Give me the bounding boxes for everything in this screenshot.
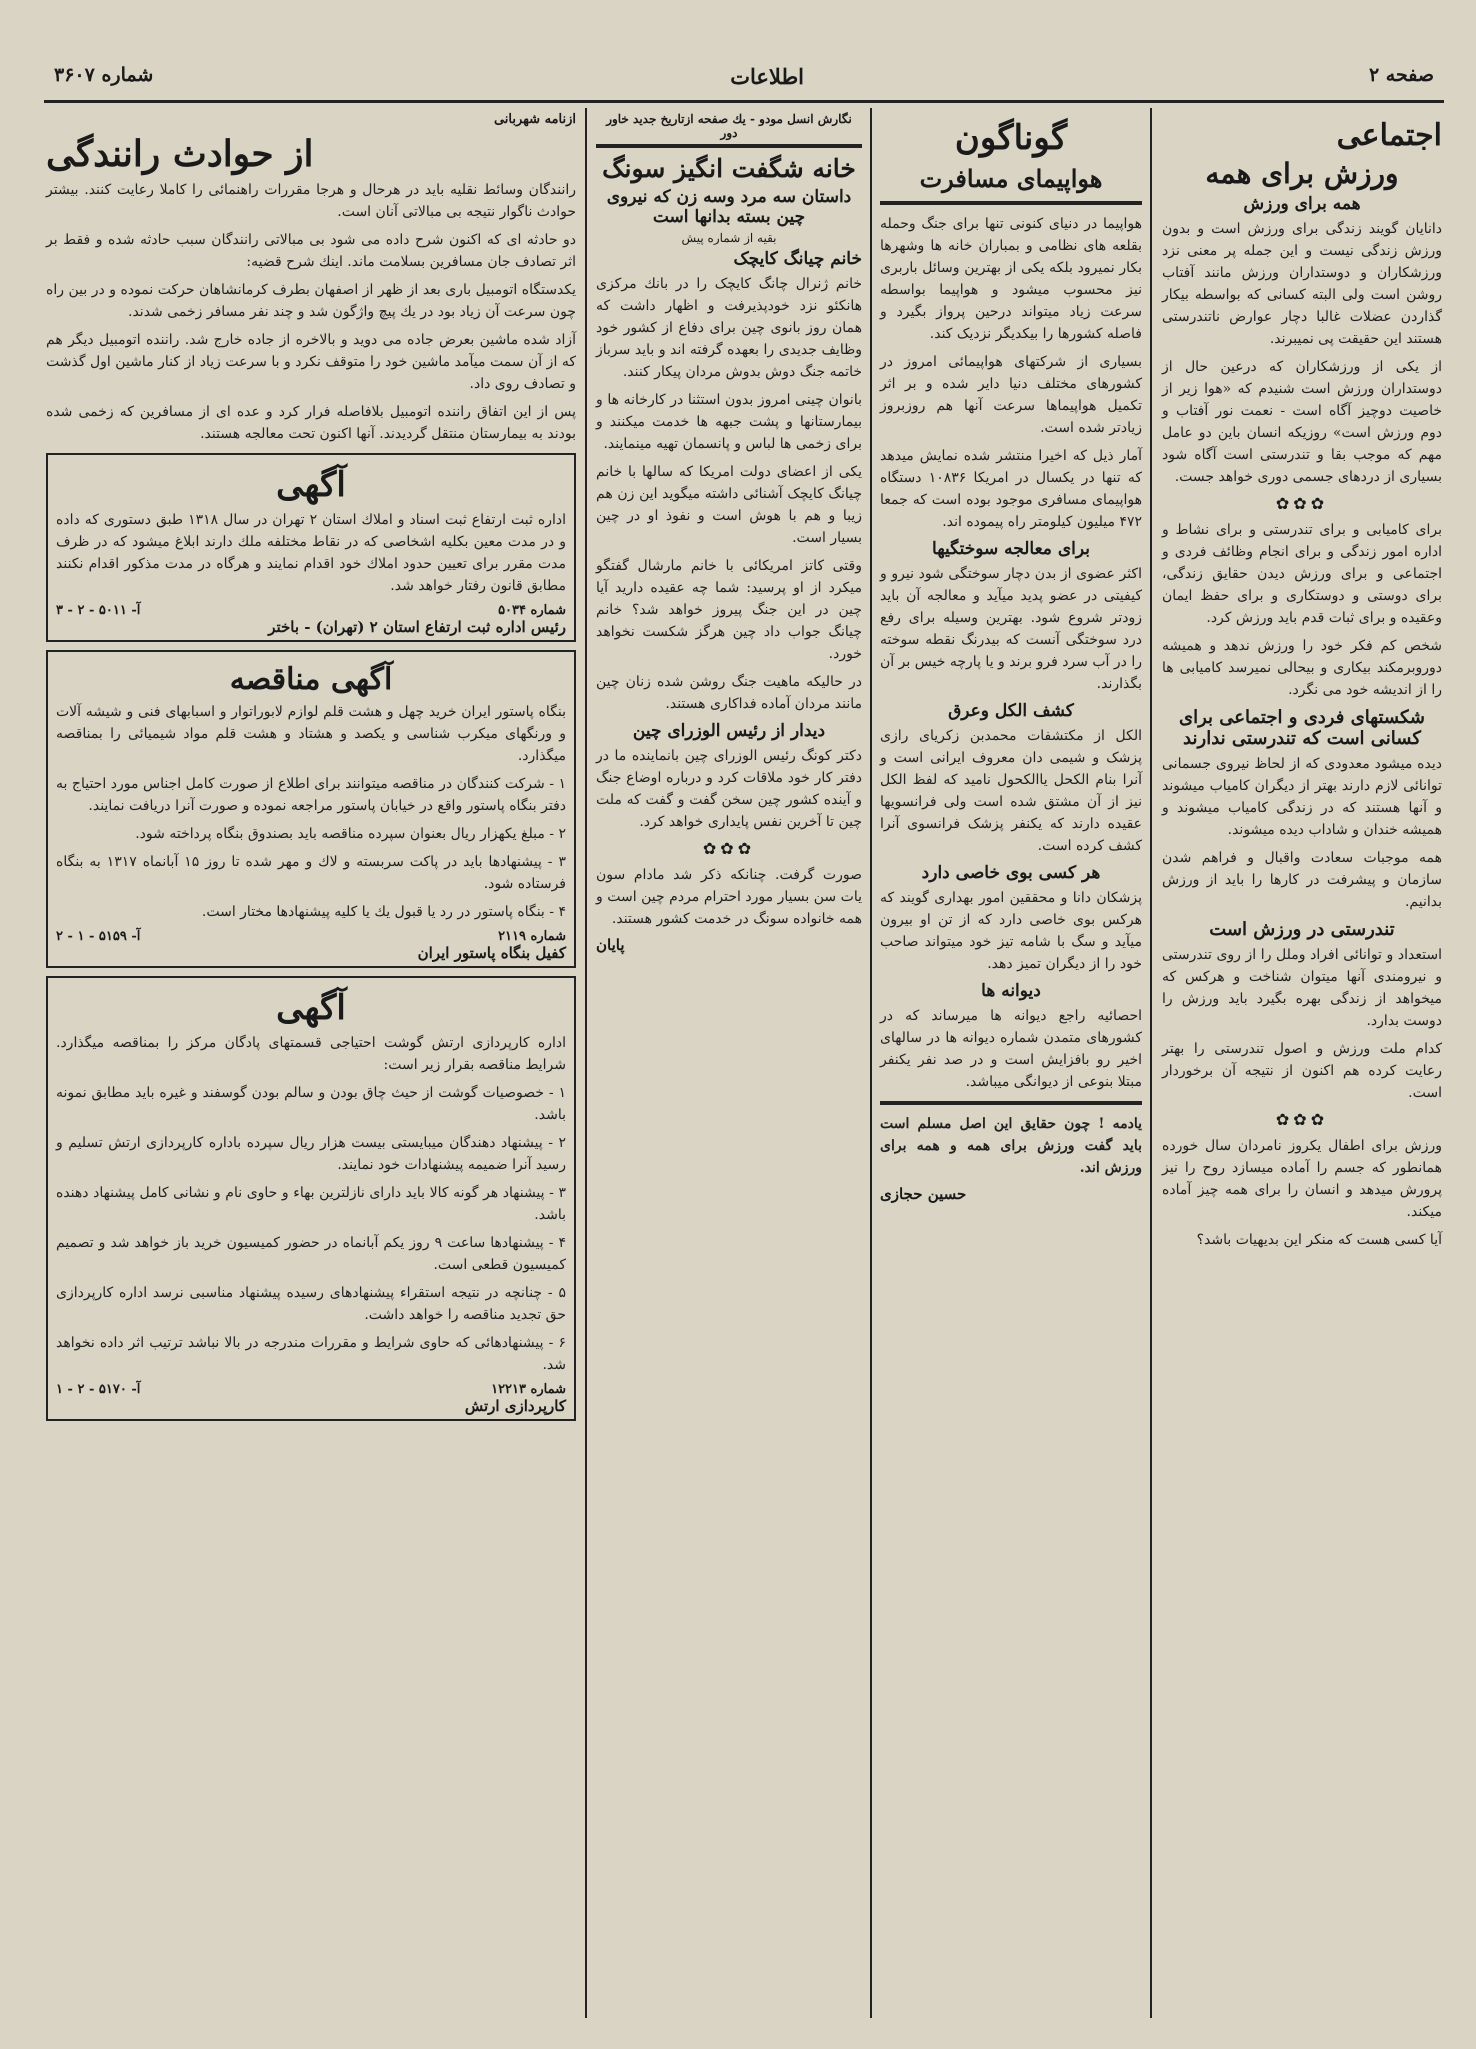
- ad-item: ۱ - خصوصیات گوشت از حیث چاق بودن و سالم بودن گوسفند و غیره باید مطابق نمونه باشد.: [56, 1085, 566, 1123]
- article-title: خانه شگفت انگیز سونگ: [602, 154, 856, 183]
- paragraph: دیده میشود معدودی که از لحاظ نیروی جسمانی توانائی لازم دارند بهتر از دیگران کامیاب میشوند و آنها هستند که در زندگی کامیاب میشوند و همیشه خندان و شاداب دیده میشوند.: [1162, 756, 1442, 838]
- star-divider-icon: ✿✿✿: [702, 839, 756, 858]
- paragraph: صورت گرفت. چنانکه ذکر شد مادام سون یات سن بسیار مورد احترام مردم چین است و همه خانواده سونگ در خدمت کشور هستند.: [596, 867, 862, 927]
- paragraph: دو حادثه ای که اکنون شرح داده می شود بی مبالاتی رانندگان سبب حادثه شده و فقط بر اثر تصادف جان مسافرین بسلامت ماند. اینك شرح قضیه:: [46, 232, 576, 270]
- divider: [596, 144, 862, 148]
- page-label: صفحه ۲: [1368, 64, 1434, 86]
- ad-text: اداره کارپردازی ارتش گوشت احتیاجی قسمتهای پادگان مرکز را بمناقصه میگذارد. شرایط مناقصه بقرار زیر است:: [56, 1035, 566, 1073]
- ad-item: ۴ - بنگاه پاستور در رد یا قبول یك یا کلیه پیشنهادها مختار است.: [201, 904, 566, 920]
- paragraph: همه موجبات سعادت واقبال و فراهم شدن سازمان و پیشرفت در کارها را باید از ورزش بدانیم.: [1162, 850, 1442, 910]
- ad-item: ۳ - پیشنهادها باید در پاکت سربسته و لاك و مهر شده تا روز ۱۵ آبانماه ۱۳۱۷ به بنگاه فرستاده شود.: [56, 854, 566, 892]
- ad-code: آ- ۵۱۷۰ - ۲ - ۱: [56, 1382, 141, 1397]
- star-divider-icon: ✿✿✿: [1275, 494, 1329, 513]
- paragraph: وقتی کاتز امریکائی با خانم مارشال گفتگو میکرد از او پرسید: شما چه عقیده دارید آیا چین در این جنگ پیروز خواهد شد؟ خانم چیانگ جواب داد چین هرگز شکست نخواهد خورد.: [596, 558, 862, 662]
- paragraph: احصائیه راجع دیوانه ها میرساند که در کشورهای متمدن شماره دیوانه ها در سالهای اخیر رو بافزایش است و در صد نفر یکنفر مبتلا بنوعی از دیوانگی میباشد.: [880, 1008, 1142, 1090]
- paragraph: یکی از اعضای دولت امریکا که سالها با خانم چیانگ کایچک آشنائی داشته میگوید این زن هم زیبا و هم با هوش است و نفوذ او در چین بسیار است.: [596, 464, 862, 546]
- ad-title: آگهی: [276, 465, 346, 505]
- source-header: ازنامه شهربانی: [493, 112, 576, 127]
- column-social: [1162, 112, 1442, 1257]
- divider: [880, 1101, 1142, 1105]
- ad-tender-pasteur: [46, 650, 576, 968]
- author-name: حسین حجازی: [880, 1185, 967, 1203]
- ad-footer: [56, 929, 566, 944]
- paragraph: پزشکان دانا و محققین امور بهداری گویند که هرکس بوی خاصی دارد که از تن او بیرون میآید و سگ با شامه تیز خود میتواند صاحب خود را از دیگران تمیز دهد.: [880, 890, 1142, 972]
- ad-number: شماره ۱۲۲۱۳: [491, 1382, 566, 1397]
- ad-title: آگهی مناقصه: [229, 662, 393, 697]
- article-subtitle: کشف الکل وعرق: [948, 701, 1074, 721]
- column-rule: [1150, 108, 1152, 2018]
- paragraph: از یکی از ورزشکاران که درعین حال از دوستداران ورزش است شنیدم که «هوا زیر از خاصیت دوچیز آگاه است - نعمت نور آفتاب و دوم ورزش است» روزیکه انسان باین دو عامل مهم که موجب بقا و تندرستی است آگاه شود بسیاری از دردهای جسمی دوری خواهد جست.: [1162, 359, 1442, 485]
- article-title: هواپیمای مسافرت: [919, 164, 1103, 193]
- section-title: اجتماعی: [1336, 118, 1442, 153]
- ad-item: ۵ - چنانچه در نتیجه استقراء پیشنهادهای رسیده پیشنهاد مناسبی نرسد اداره کارپردازی حق تجدید مناقصه را خواهد داشت.: [56, 1285, 566, 1323]
- article-title: از حوادث رانندگی: [46, 133, 314, 175]
- paragraph: آیا کسی هست که منکر این بدیهیات باشد؟: [1196, 1232, 1442, 1248]
- ad-item: ۱ - شرکت کنندگان در مناقصه میتوانند برای اطلاع از صورت کامل اجناس مورد احتیاج به دفتر بنگاه پاستور واقع در خیابان پاستور مراجعه نموده و صورت آنرا دریافت نمایند.: [56, 776, 566, 814]
- ending-note: پایان: [596, 936, 625, 954]
- paragraph: در حالیکه ماهیت جنگ روشن شده زنان چین مانند مردان آماده فداکاری هستند.: [596, 674, 862, 712]
- paragraph: آمار ذیل که اخیرا منتشر شده نمایش میدهد که تنها در یکسال در امریکا ۱۰۸۳۶ دستگاه هواپیمای مسافری موجود بوده است که جمعا ۴۷۲ میلیون کیلومتر راه پیموده اند.: [880, 448, 1142, 530]
- column-rule: [870, 108, 872, 2018]
- ad-text: بنگاه پاستور ایران خرید چهل و هشت قلم لوازم لابوراتوار و اسبابهای فنی و شیشه آلات و ورنگهای میکرب شناسی و یکصد و هشتاد و هشت قلم مواد شیمیائی را بمناقصه میگذارد.: [56, 704, 566, 764]
- section-subtitle: خانم چیانگ کایچک: [733, 249, 862, 269]
- ad-number: شماره ۲۱۱۹: [498, 929, 566, 944]
- ad-item: ۶ - پیشنهادهائی که حاوی شرایط و مقررات مندرجه در بالا نباشد ترتیب اثر داده نخواهد شد.: [56, 1335, 566, 1373]
- article-subtitle: دیوانه ها: [981, 981, 1041, 1001]
- paragraph: هواپیما در دنیای کنونی تنها برای جنگ وحمله بقلعه های نظامی و بمباران خانه ها وشهرها بکار نمیرود بلکه یکی از بهترین وسائل باربری نیز محسوب میشود و هواپیما بواسطه سرعت زیاد میتواند درحین پرواز بگیرد و فاصله کشورها را بیکدیگر نزدیک کند.: [880, 216, 1142, 342]
- ad-signature: کارپردازی ارتش: [464, 1397, 566, 1415]
- ad-army-procurement: [46, 976, 576, 1421]
- bold-quote: شکستهای فردی و اجتماعی برای کسانی است که تندرستی ندارند: [1178, 707, 1425, 749]
- article-title: ورزش برای همه: [1205, 157, 1399, 190]
- ad-code: آ- ۵۰۱۱ - ۲ - ۳: [56, 603, 141, 618]
- paragraph: استعداد و توانائی افراد وملل را از روی تندرستی و نیرومندی آنها میتوان شناخت و هرکس که میخواهد از زندگی بهره بگیرد باید ورزش را دوست بدارد.: [1162, 947, 1442, 1029]
- continued-note: بقیه از شماره پیش: [681, 231, 777, 245]
- section-title: گوناگون: [954, 118, 1068, 158]
- bold-quote: تندرستی در ورزش است: [1209, 919, 1395, 940]
- paragraph: بانوان چینی امروز بدون استثنا در کارخانه ها و بیمارستانها و پشت جبهه ها خدمت میکنند و برای زخمی ها لباس و پانسمان تهیه مینمایند.: [596, 392, 862, 452]
- paragraph: خانم ژنرال چانگ کایچک را در بانك مرکزی هانکئو نزد خودپذیرفت و اظهار داشت که همان روز بانوی چین برای دفاع از کشور خود وظایف جدیدی را بعهده گرفته اند و باید سرباز خاتمه جنگ دوش بدوش مردان پیکار کنند.: [596, 276, 862, 380]
- column-left: [46, 112, 576, 1421]
- ad-land-registry: [46, 453, 576, 642]
- paragraph: آزاد شده ماشین بعرض جاده می دوید و بالاخره از جاده خارج شد. راننده اتومبیل دیگر هم که از آن سمت میآمد ماشین خود را متوقف نکرد و با سرعت زیاد از کنار ماشین اول گذشت و تصادف روی داد.: [46, 332, 576, 392]
- ad-footer: [56, 603, 566, 618]
- ad-item: ۲ - مبلغ یکهزار ریال بعنوان سپرده مناقصه باید بصندوق بنگاه پرداخته شود.: [135, 826, 566, 842]
- newspaper-name: اطلاعات: [730, 64, 804, 89]
- masthead: [44, 60, 1444, 118]
- ad-code: آ- ۵۱۵۹ - ۱ - ۲: [56, 929, 141, 944]
- paragraph: دکتر کونگ رئیس الوزرای چین بانماینده ما در دفتر کار خود ملاقات کرد و درباره اوضاع جنگ و آینده کشور چین سخن گفت و گفت که ملت چین تا آخرین نفس پایداری خواهد کرد.: [596, 748, 862, 830]
- article-subtitle: داستان سه مرد وسه زن که نیروی چین بسته بدانها است: [606, 187, 852, 227]
- paragraph: اکثر عضوی از بدن دچار سوختگی شود نیرو و کیفیتی در عضو پدید میآید و معالجه آن باید زودتر شروع شود. بهترین وسیله برای رفع درد سوختگی آنست که بیدرنگ نقطه سوخته را در آب سرد فرو برند و یا پارچه خیس بر آن بگذارند.: [880, 566, 1142, 692]
- paragraph: رانندگان وسائط نقلیه باید در هرحال و هرجا مقررات راهنمائی را کاملا رعایت کنند. بیشتر حوادث ناگوار نتیجه بی مبالاتی آنان است.: [46, 182, 576, 220]
- ad-title: آگهی: [276, 988, 346, 1028]
- paragraph: دانایان گویند زندگی برای ورزش است و بدون ورزش زندگی نیست و این جمله پر معنی نزد ورزشکاران و دوستداران ورزش مانند آفتاب روشن است ولی البته کسانی که بواسطه بیکار گذاردن عضلات غالبا دچار عوارض ناتندرستی هستند این حقیقت پی نمیبرند.: [1162, 221, 1442, 347]
- paragraph: پس از این اتفاق راننده اتومبیل بلافاصله فرار کرد و عده ای از مسافرین که زخمی شده بودند به بیمارستان منتقل گردیدند. آنها اکنون تحت معالجه هستند.: [46, 404, 576, 442]
- masthead-rule: [44, 100, 1444, 103]
- ad-item: ۳ - پیشنهاد هر گونه کالا باید دارای نازلترین بهاء و حاوی نام و نشانی کامل پیشنهاد دهنده باشد.: [56, 1185, 566, 1223]
- paragraph: ورزش برای اطفال یکروز نامردان سال خورده همانطور که جسم را آماده میسازد روح را نیز پرورش میدهد و انسان را برای همه چیز آماده میکند.: [1162, 1138, 1442, 1220]
- paragraph: برای کامیابی و برای تندرستی و برای نشاط و اداره امور زندگی و برای انجام وظائف فردی و اجتماعی و برای ورزش دیدن حقایق زندگی، برای دوستی و دوستکاری و برای حفظ ایمان وعقیده و برای ثبات قدم باید ورزش کرد.: [1162, 522, 1442, 626]
- section-subtitle: دیدار از رئیس الوزرای چین: [632, 721, 826, 741]
- article-subtitle: برای معالجه سوختگیها: [932, 539, 1090, 559]
- paragraph: یکدستگاه اتومبیل باری بعد از ظهر از اصفهان بطرف کرمانشاهان حرکت نموده و در بین راه چون سرعت آن زیاد بود در یك پیچ واژگون شد و چند نفر مسافر زخمی شدند.: [46, 282, 576, 320]
- ad-item: ۴ - پیشنهادها ساعت ۹ روز یکم آبانماه در حضور کمیسیون خرید باز خواهد شد و تصمیم کمیسیون قطعی است.: [56, 1235, 566, 1273]
- ad-text: اداره ثبت ارتفاع ثبت اسناد و املاك استان ۲ تهران در سال ۱۳۱۸ طبق دستوری که داده و در مدت معین بکلیه اشخاصی که در نقاط مختلفه ملك دارند ابلاغ میشود که در ظرف مدت مقرر برای تعیین حدود املاك خود اقدام نمایند و هرگاه در مدت مذکور اقدام نکنند مطابق قانون رفتار خواهد شد.: [56, 512, 566, 594]
- issue-number: شماره ۳۶۰۷: [54, 64, 154, 86]
- article-subtitle: همه برای ورزش: [1243, 194, 1361, 214]
- paragraph: الکل از مکتشفات محمدبن زکریای رازی پزشک و شیمی دان معروف ایرانی است و آنرا بنام الکحل یاالکحول نامید که لفظ الکل نیز از آن مشتق شده است ولی فرانسویها عقیده دارند که یکنفر پزشک فرانسوی آنرا کشف کرده است.: [880, 728, 1142, 854]
- ad-signature: کفیل بنگاه پاستور ایران: [417, 944, 566, 962]
- ad-footer: [56, 1382, 566, 1397]
- ad-item: ۲ - پیشنهاد دهندگان میبایستی بیست هزار ریال سپرده باداره کارپردازی ارتش تسلیم و رسید آنرا ضمیمه پیشنهادات خود نمایند.: [56, 1135, 566, 1173]
- ad-number: شماره ۵۰۳۴: [498, 603, 566, 618]
- divider: [880, 201, 1142, 205]
- column-story: [596, 112, 862, 954]
- column-miscellaneous: [880, 112, 1142, 1203]
- article-subtitle: هر کسی بوی خاصی دارد: [921, 863, 1101, 883]
- paragraph: بسیاری از شرکتهای هواپیمائی امروز در کشورهای مختلف دنیا دایر شده و بر اثر تکمیل هواپیماها سرعت آنها هم روزبروز زیادتر شده است.: [880, 354, 1142, 436]
- star-divider-icon: ✿✿✿: [1275, 1110, 1329, 1129]
- paragraph: شخص کم فکر خود را ورزش ندهد و همیشه دوروبرمکند بیکاری و بیحالی نمیرسد کامیابی ها را از اندیشه خود می نگرد.: [1162, 638, 1442, 698]
- series-header: نگارش انسل مودو - یك صفحه ازتاریخ جدید خاور دور: [606, 112, 852, 140]
- column-rule: [585, 108, 587, 2018]
- ad-signature: رئیس اداره ثبت ارتفاع استان ۲ (تهران) - باختر: [268, 618, 566, 636]
- paragraph: یادمه ! چون حقایق این اصل مسلم است باید گفت ورزش برای همه و همه برای ورزش اند.: [880, 1116, 1142, 1176]
- paragraph: کدام ملت ورزش و اصول تندرستی را بهتر رعایت کرده هم اکنون از نتیجه آن برخوردار است.: [1162, 1041, 1442, 1101]
